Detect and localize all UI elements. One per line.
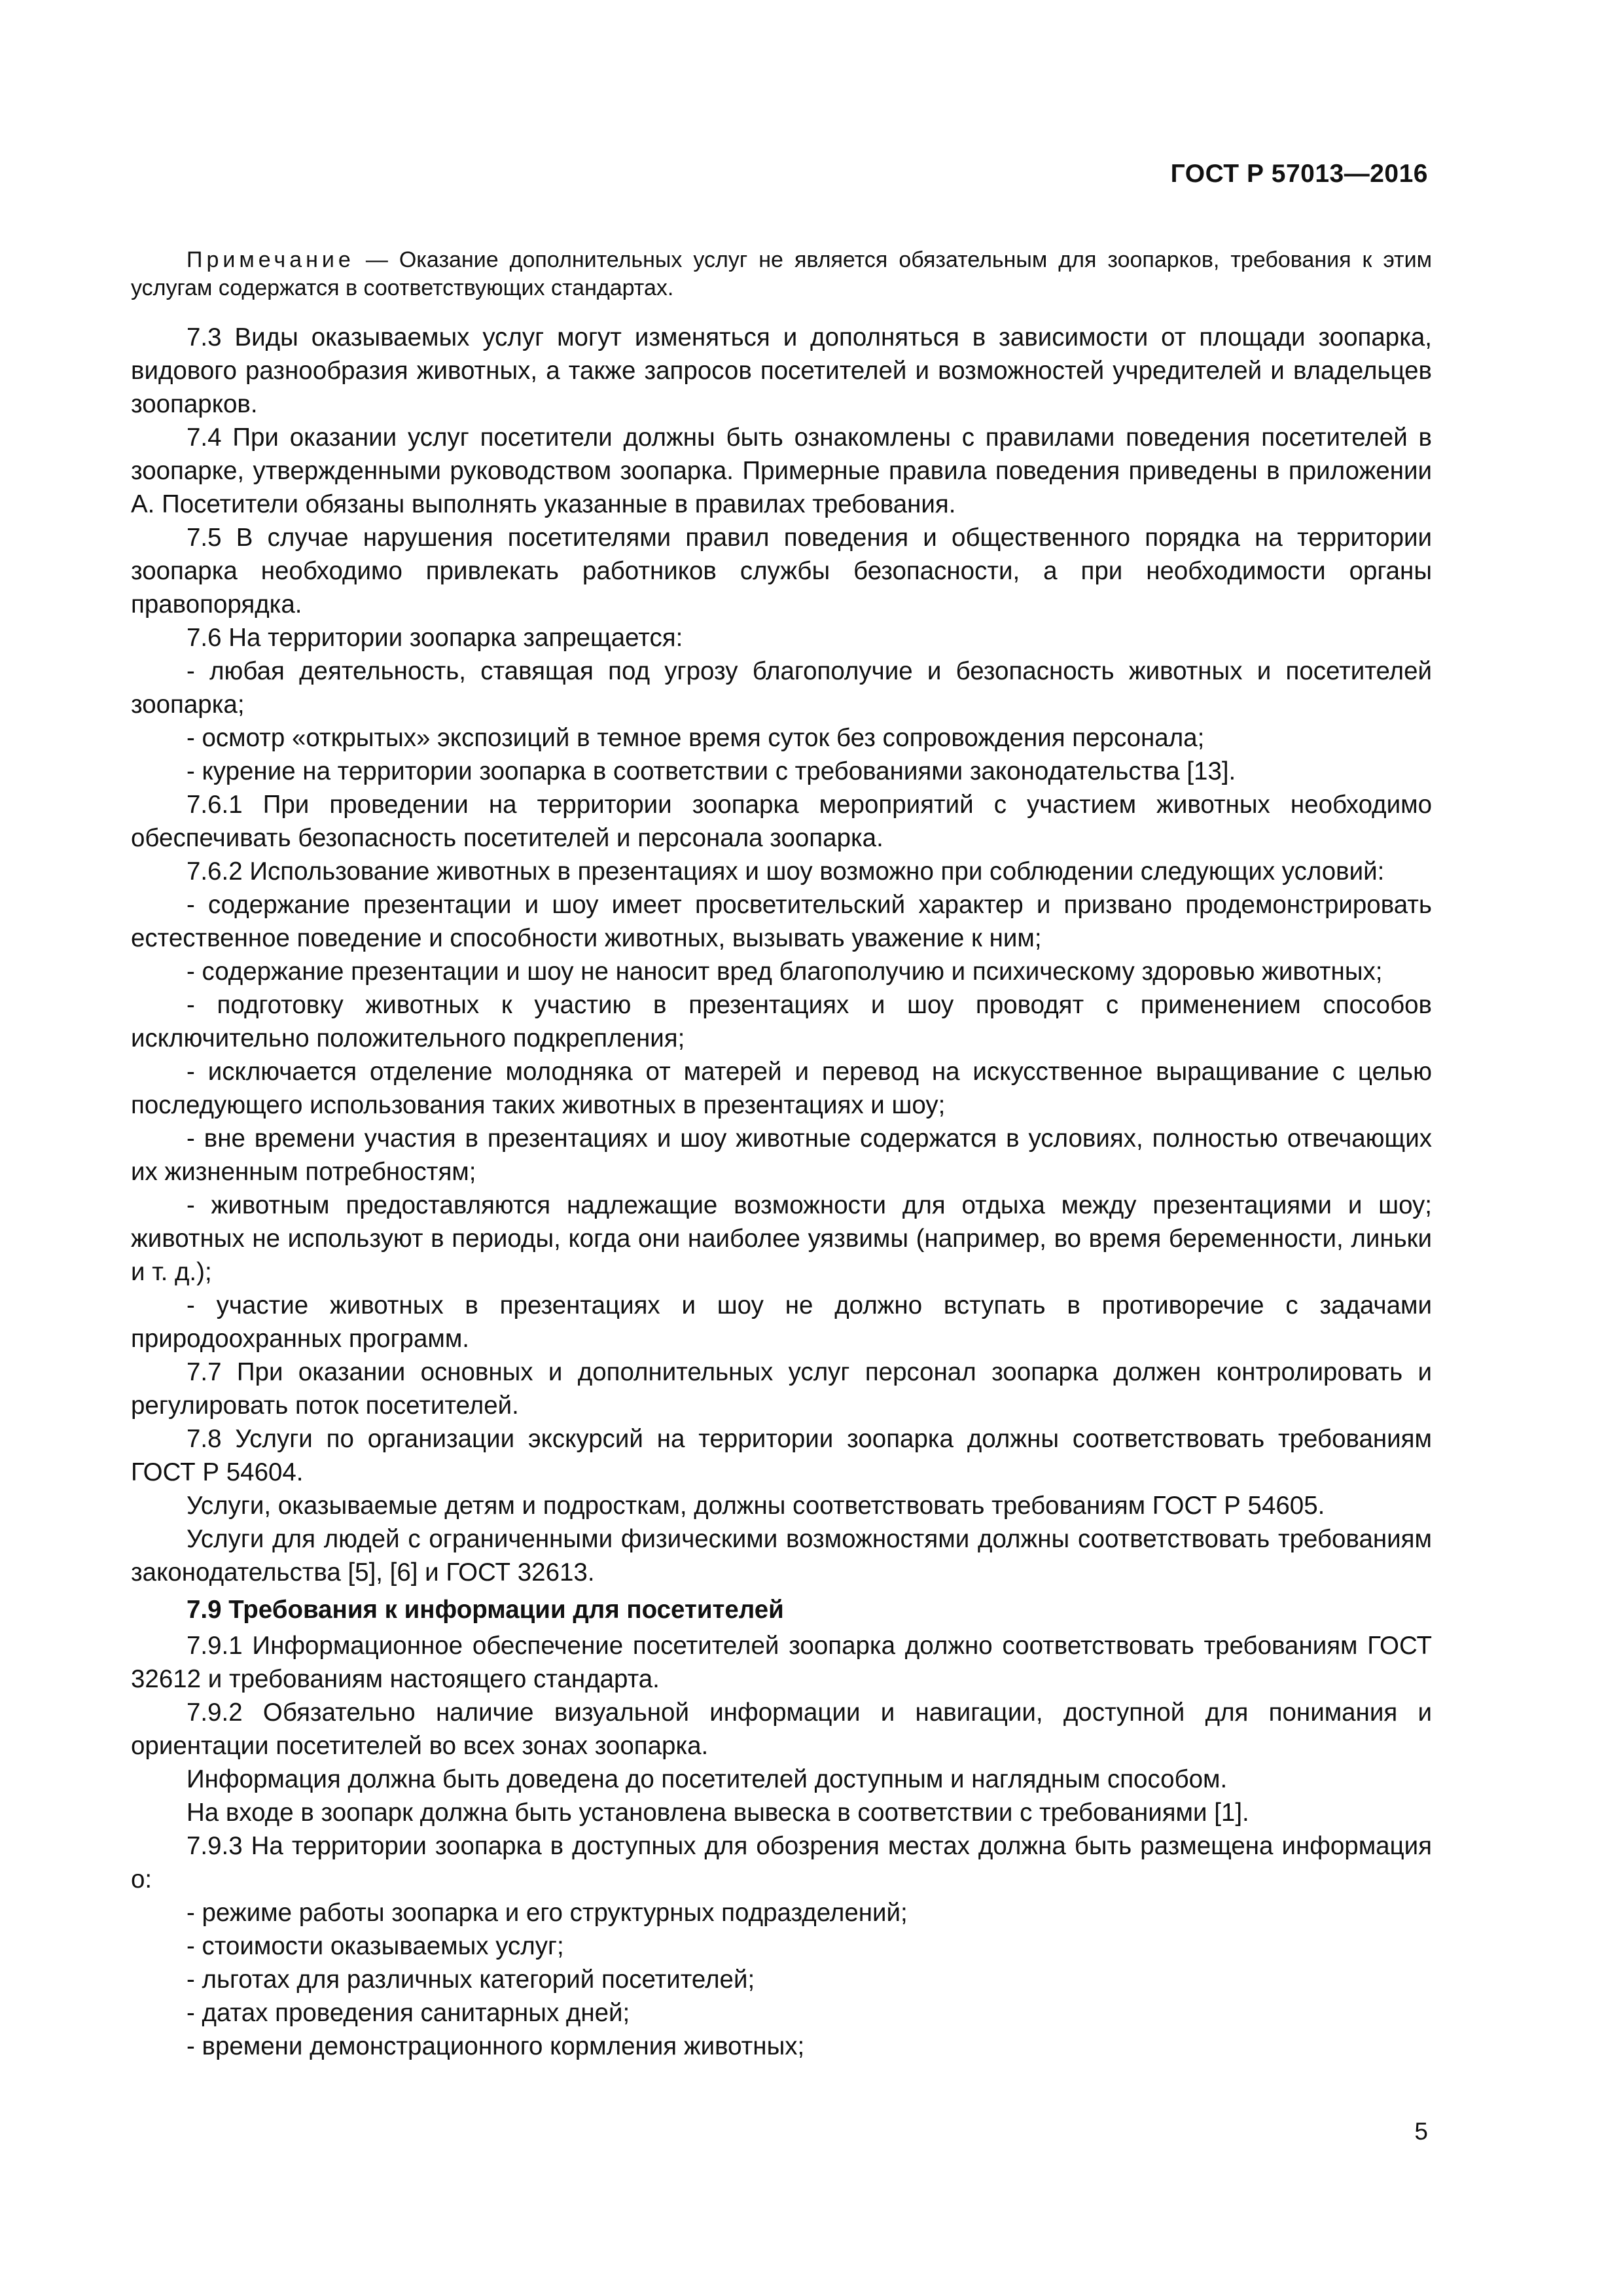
list-item: - датах проведения санитарных дней; <box>187 1999 630 2027</box>
paragraph-7-9-2-a: Информация должна быть доведена до посетителей доступным и наглядным способом. <box>187 1765 1228 1793</box>
paragraph-7-3: 7.3 Виды оказываемых услуг могут изменяться и дополняться в зависимости от площади зоопарка, видового разнообразия животных, а также запросов посетителей и возможностей учредителей и владельцев зоопарков. <box>131 323 1432 418</box>
paragraph-7-8: 7.8 Услуги по организации экскурсий на территории зоопарка должны соответствовать требованиям ГОСТ Р 54604. <box>131 1425 1432 1486</box>
list-item: - любая деятельность, ставящая под угрозу благополучие и безопасность животных и посетителей зоопарка; <box>131 657 1432 719</box>
section-heading-7-9: 7.9 Требования к информации для посетителей <box>187 1596 784 1624</box>
list-item: - осмотр «открытых» экспозиций в темное время суток без сопровождения персонала; <box>187 724 1205 752</box>
list-item: - подготовку животных к участию в презентациях и шоу проводят с применением способов исключительно положительного подкрепления; <box>131 991 1432 1052</box>
list-item: - содержание презентации и шоу не наносит вред благополучию и психическому здоровью животных; <box>187 958 1383 986</box>
list-item: - вне времени участия в презентациях и шоу животные содержатся в условиях, полностью отвечающих их жизненным потребностям; <box>131 1124 1432 1186</box>
paragraph-7-5: 7.5 В случае нарушения посетителями правил поведения и общественного порядка на территории зоопарка необходимо привлекать работников службы безопасности, а при необходимости органы правопорядка. <box>131 524 1432 619</box>
list-item: - стоимости оказываемых услуг; <box>187 1932 564 1960</box>
note-text: — Оказание дополнительных услуг не является обязательным для зоопарков, требования к этим услугам содержатся в соответствующих стандартах. <box>131 247 1432 300</box>
list-item: - режиме работы зоопарка и его структурных подразделений; <box>187 1899 908 1927</box>
paragraph-7-9-2-b: На входе в зоопарк должна быть установлена вывеска в соответствии с требованиями [1]. <box>187 1799 1249 1827</box>
paragraph-7-6-2: 7.6.2 Использование животных в презентациях и шоу возможно при соблюдении следующих условий: <box>187 857 1385 886</box>
page-content <box>131 246 1432 2063</box>
list-item: - исключается отделение молодняка от матерей и перевод на искусственное выращивание с целью последующего использования таких животных в презентациях и шоу; <box>131 1058 1432 1119</box>
paragraph-7-6: 7.6 На территории зоопарка запрещается: <box>187 624 683 652</box>
page-number: 5 <box>1414 2118 1428 2145</box>
list-item: - содержание презентации и шоу имеет просветительский характер и призвано продемонстрировать естественное поведение и способности животных, вызывать уважение к ним; <box>131 891 1432 952</box>
list-item: - животным предоставляются надлежащие возможности для отдыха между презентациями и шоу; животных не используют в периоды, когда они наиболее уязвимы (например, во время беременности, линьки и т. д.); <box>131 1191 1432 1286</box>
list-item: - участие животных в презентациях и шоу не должно вступать в противоречие с задачами природоохранных программ. <box>131 1291 1432 1353</box>
paragraph-7-8-disabled: Услуги для людей с ограниченными физическими возможностями должны соответствовать требованиям законодательства [5], [6] и ГОСТ 32613. <box>131 1525 1432 1587</box>
note-label: Примечание <box>187 247 355 272</box>
list-item: - курение на территории зоопарка в соответствии с требованиями законодательства [13]. <box>187 757 1236 785</box>
note-paragraph <box>131 246 1432 302</box>
paragraph-7-9-2: 7.9.2 Обязательно наличие визуальной информации и навигации, доступной для понимания и ориентации посетителей во всех зонах зоопарка. <box>131 1698 1432 1760</box>
paragraph-7-6-1: 7.6.1 При проведении на территории зоопарка мероприятий с участием животных необходимо обеспечивать безопасность посетителей и персонала зоопарка. <box>131 791 1432 852</box>
list-item: - времени демонстрационного кормления животных; <box>187 2032 805 2060</box>
standard-code-header: ГОСТ Р 57013—2016 <box>1170 160 1428 188</box>
paragraph-7-4: 7.4 При оказании услуг посетители должны быть ознакомлены с правилами поведения посетителей в зоопарке, утвержденными руководством зоопарка. Примерные правила поведения приведены в приложении А. Посетители обязаны выполнять указанные в правилах требования. <box>131 423 1432 518</box>
paragraph-7-9-1: 7.9.1 Информационное обеспечение посетителей зоопарка должно соответствовать требованиям ГОСТ 32612 и требованиям настоящего стандарта. <box>131 1632 1432 1693</box>
list-item: - льготах для различных категорий посетителей; <box>187 1965 755 1994</box>
paragraph-7-8-children: Услуги, оказываемые детям и подросткам, должны соответствовать требованиям ГОСТ Р 54605. <box>187 1492 1325 1520</box>
paragraph-7-9-3: 7.9.3 На территории зоопарка в доступных для обозрения местах должна быть размещена информация о: <box>131 1832 1432 1893</box>
paragraph-7-7: 7.7 При оказании основных и дополнительных услуг персонал зоопарка должен контролировать и регулировать поток посетителей. <box>131 1358 1432 1420</box>
